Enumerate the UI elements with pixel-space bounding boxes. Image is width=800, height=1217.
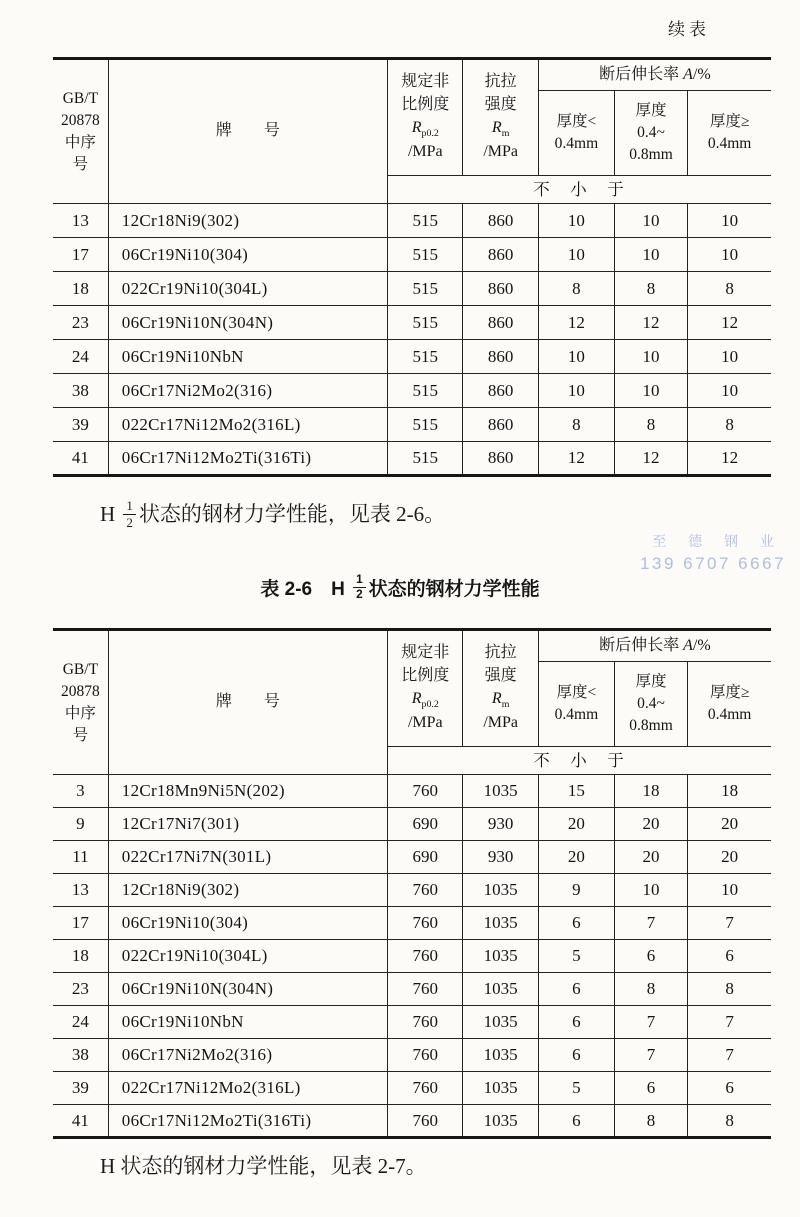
- elongation-unit: /%: [692, 65, 711, 83]
- table-row: [53, 1039, 771, 1072]
- header-rp-line: 规定非: [401, 644, 450, 662]
- value-cell: 860: [463, 238, 538, 272]
- value-cell: 930: [463, 808, 538, 841]
- value-cell: 515: [388, 272, 463, 306]
- table-row: [53, 238, 771, 272]
- grade-cell: 12Cr18Mn9Ni5N(202): [108, 775, 387, 808]
- value-cell: 10: [688, 340, 771, 374]
- value-cell: 760: [388, 874, 463, 907]
- value-cell: 6: [538, 907, 614, 940]
- serial-cell: 24: [53, 1006, 108, 1039]
- table-row: [53, 1006, 771, 1039]
- serial-cell: 23: [53, 973, 108, 1006]
- value-cell: 15: [538, 775, 614, 808]
- value-cell: 1035: [463, 1105, 538, 1138]
- value-cell: 20: [688, 841, 771, 874]
- header-rm-line: 抗拉: [484, 73, 517, 91]
- serial-cell: 11: [53, 841, 108, 874]
- serial-cell: 18: [53, 940, 108, 973]
- paragraph-table-2-6-ref: [100, 498, 445, 531]
- value-cell: 860: [463, 340, 538, 374]
- serial-cell: 13: [53, 204, 108, 238]
- value-cell: 760: [388, 1105, 463, 1138]
- value-cell: 760: [388, 973, 463, 1006]
- thickness-line: 厚度: [635, 102, 667, 119]
- grade-cell: 06Cr17Ni12Mo2Ti(316Ti): [108, 442, 387, 476]
- value-cell: 10: [538, 340, 614, 374]
- header-serial-line: GB/T: [62, 89, 99, 107]
- rm-symbol: $R_m$: [491, 118, 510, 139]
- value-cell: 6: [614, 940, 687, 973]
- value-cell: 20: [688, 808, 771, 841]
- value-cell: 515: [388, 204, 463, 238]
- value-cell: 6: [538, 973, 614, 1006]
- header-serial-line: 号: [72, 726, 89, 744]
- thickness-line: 0.4mm: [707, 706, 752, 723]
- thickness-line: 厚度<: [556, 684, 597, 701]
- header-rm-line: 抗拉: [484, 644, 517, 662]
- serial-cell: 39: [53, 1072, 108, 1105]
- thickness-line: 0.4~: [637, 695, 665, 712]
- value-cell: 690: [388, 841, 463, 874]
- grade-cell: 022Cr17Ni12Mo2(316L): [108, 1072, 387, 1105]
- para-lead: H: [100, 502, 121, 526]
- table-row: [53, 808, 771, 841]
- table-row: [53, 272, 771, 306]
- grade-cell: 06Cr17Ni2Mo2(316): [108, 1039, 387, 1072]
- value-cell: 515: [388, 306, 463, 340]
- header-thickness-lt-cell: [538, 91, 614, 176]
- serial-cell: 38: [53, 374, 108, 408]
- value-cell: 9: [538, 874, 614, 907]
- grade-cell: 022Cr17Ni12Mo2(316L): [108, 408, 387, 442]
- value-cell: 8: [688, 408, 771, 442]
- value-cell: 1035: [463, 940, 538, 973]
- value-cell: 7: [614, 907, 687, 940]
- value-cell: 18: [688, 775, 771, 808]
- header-rm-cell: [463, 59, 538, 176]
- rm-symbol: $R_m$: [491, 689, 510, 710]
- table-row: [53, 973, 771, 1006]
- grade-cell: 06Cr17Ni12Mo2Ti(316Ti): [108, 1105, 387, 1138]
- value-cell: 10: [688, 204, 771, 238]
- value-cell: 860: [463, 204, 538, 238]
- value-cell: 7: [614, 1039, 687, 1072]
- table-row: [53, 940, 771, 973]
- table-row: [53, 442, 771, 476]
- watermark-phone: 139 6707 6667: [640, 554, 786, 573]
- value-cell: 515: [388, 408, 463, 442]
- value-cell: 12: [614, 306, 687, 340]
- serial-cell: 18: [53, 272, 108, 306]
- table-header: [53, 630, 771, 775]
- value-cell: 18: [614, 775, 687, 808]
- grade-cell: 06Cr19Ni10(304): [108, 907, 387, 940]
- value-cell: 515: [388, 238, 463, 272]
- table-row: [53, 1072, 771, 1105]
- header-serial-cell: [53, 59, 108, 204]
- header-serial-line: 中序: [64, 133, 96, 151]
- value-cell: 8: [614, 1105, 687, 1138]
- value-cell: 10: [688, 374, 771, 408]
- value-cell: 8: [688, 272, 771, 306]
- grade-cell: 12Cr17Ni7(301): [108, 808, 387, 841]
- table-row: [53, 374, 771, 408]
- header-rp-line: 比例度: [401, 667, 450, 684]
- value-cell: 6: [688, 1072, 771, 1105]
- rp-symbol: $R_{p0.2}$: [411, 118, 439, 139]
- value-cell: 8: [688, 1105, 771, 1138]
- value-cell: 10: [614, 374, 687, 408]
- elongation-symbol: A: [683, 636, 693, 654]
- grade-cell: 06Cr19Ni10N(304N): [108, 973, 387, 1006]
- serial-cell: 24: [53, 340, 108, 374]
- header-serial-cell: [53, 630, 108, 775]
- value-cell: 7: [688, 1006, 771, 1039]
- value-cell: 20: [538, 841, 614, 874]
- value-cell: 10: [538, 204, 614, 238]
- value-cell: 5: [538, 1072, 614, 1105]
- serial-cell: 3: [53, 775, 108, 808]
- header-brand-cell: 牌 号: [108, 59, 387, 204]
- value-cell: 10: [614, 238, 687, 272]
- rp-symbol: $R_{p0.2}$: [411, 689, 439, 710]
- value-cell: 10: [614, 340, 687, 374]
- value-cell: 1035: [463, 775, 538, 808]
- header-rp-line: 规定非: [401, 73, 450, 91]
- header-elongation-cell: [538, 630, 771, 662]
- value-cell: 930: [463, 841, 538, 874]
- thickness-line: 0.4mm: [707, 135, 752, 152]
- value-cell: 760: [388, 1006, 463, 1039]
- table-row: [53, 340, 771, 374]
- thickness-line: 0.8mm: [629, 146, 673, 163]
- serial-cell: 41: [53, 442, 108, 476]
- value-cell: 860: [463, 408, 538, 442]
- value-cell: 1035: [463, 1039, 538, 1072]
- header-serial-line: 20878: [61, 682, 100, 700]
- value-cell: 860: [463, 442, 538, 476]
- header-min-row-cell: 不 小 于: [388, 176, 771, 204]
- value-cell: 760: [388, 1039, 463, 1072]
- value-cell: 8: [614, 973, 687, 1006]
- table-row: [53, 775, 771, 808]
- table-body: [53, 204, 771, 476]
- value-cell: 20: [614, 808, 687, 841]
- header-rp-line: 比例度: [401, 96, 450, 113]
- value-cell: 8: [538, 272, 614, 306]
- grade-cell: 022Cr19Ni10(304L): [108, 272, 387, 306]
- value-cell: 6: [688, 940, 771, 973]
- serial-cell: 17: [53, 907, 108, 940]
- elongation-label: 断后伸长率: [599, 65, 684, 83]
- value-cell: 10: [614, 204, 687, 238]
- thickness-line: 0.4mm: [554, 706, 599, 723]
- value-cell: 515: [388, 442, 463, 476]
- value-cell: 12: [538, 442, 614, 476]
- thickness-line: 0.4~: [637, 124, 665, 141]
- value-cell: 10: [688, 874, 771, 907]
- elongation-unit: /%: [692, 636, 711, 654]
- value-cell: 760: [388, 775, 463, 808]
- continued-mech-table: [53, 57, 771, 477]
- value-cell: 12: [688, 306, 771, 340]
- value-cell: 690: [388, 808, 463, 841]
- watermark-company: 至 德 钢 业: [652, 533, 783, 549]
- header-serial-line: 中序: [64, 704, 96, 722]
- value-cell: 12: [688, 442, 771, 476]
- header-serial-line: GB/T: [62, 660, 99, 678]
- value-cell: 10: [614, 874, 687, 907]
- thickness-line: 厚度<: [556, 113, 597, 130]
- value-cell: 12: [614, 442, 687, 476]
- table-row: [53, 1105, 771, 1138]
- value-cell: 6: [538, 1039, 614, 1072]
- table-row: [53, 874, 771, 907]
- value-cell: 6: [614, 1072, 687, 1105]
- serial-cell: 9: [53, 808, 108, 841]
- rm-unit: /MPa: [483, 142, 518, 160]
- grade-cell: 06Cr17Ni2Mo2(316): [108, 374, 387, 408]
- thickness-line: 0.8mm: [629, 717, 673, 734]
- serial-cell: 41: [53, 1105, 108, 1138]
- serial-cell: 13: [53, 874, 108, 907]
- value-cell: 7: [614, 1006, 687, 1039]
- grade-cell: 06Cr19Ni10N(304N): [108, 306, 387, 340]
- elongation-label: 断后伸长率: [599, 636, 684, 654]
- watermark: [640, 531, 786, 574]
- grade-cell: 022Cr19Ni10(304L): [108, 940, 387, 973]
- value-cell: 10: [538, 238, 614, 272]
- serial-cell: 39: [53, 408, 108, 442]
- header-thickness-mid-cell: [614, 662, 687, 747]
- header-serial-line: 号: [72, 155, 89, 173]
- grade-cell: 022Cr17Ni7N(301L): [108, 841, 387, 874]
- table-row: [53, 306, 771, 340]
- paragraph-table-2-7-ref: H 状态的钢材力学性能，见表 2-7。: [100, 1154, 427, 1178]
- header-thickness-mid-cell: [614, 91, 687, 176]
- header-serial-line: 20878: [61, 111, 100, 129]
- value-cell: 20: [538, 808, 614, 841]
- fraction-one-half: $\frac{1}{2}$: [353, 574, 366, 602]
- header-thickness-ge-cell: [688, 91, 771, 176]
- value-cell: 8: [614, 272, 687, 306]
- table-header: [53, 59, 771, 204]
- value-cell: 1035: [463, 973, 538, 1006]
- value-cell: 7: [688, 907, 771, 940]
- rp-unit: /MPa: [407, 142, 443, 160]
- table-row: [53, 841, 771, 874]
- thickness-line: 厚度≥: [709, 684, 750, 701]
- value-cell: 1035: [463, 874, 538, 907]
- grade-cell: 06Cr19Ni10(304): [108, 238, 387, 272]
- continued-table-label: 续表: [668, 20, 710, 39]
- serial-cell: 38: [53, 1039, 108, 1072]
- grade-cell: 06Cr19Ni10NbN: [108, 340, 387, 374]
- value-cell: 515: [388, 340, 463, 374]
- serial-cell: 23: [53, 306, 108, 340]
- header-thickness-ge-cell: [688, 662, 771, 747]
- fraction-one-half: $\frac{1}{2}$: [123, 499, 136, 529]
- table-body: [53, 775, 771, 1138]
- table-row: [53, 204, 771, 238]
- value-cell: 1035: [463, 1006, 538, 1039]
- value-cell: 10: [538, 374, 614, 408]
- header-brand-cell: 牌 号: [108, 630, 387, 775]
- elongation-symbol: A: [683, 65, 693, 83]
- header-rp-cell: [388, 59, 463, 176]
- grade-cell: 06Cr19Ni10NbN: [108, 1006, 387, 1039]
- thickness-line: 厚度: [635, 673, 667, 690]
- value-cell: 8: [614, 408, 687, 442]
- rp-unit: /MPa: [407, 713, 443, 731]
- para-rest: 状态的钢材力学性能，见表 2-6。: [138, 502, 446, 526]
- caption-rest: 状态的钢材力学性能: [368, 579, 540, 600]
- table-2-6-caption: [0, 574, 800, 604]
- value-cell: 1035: [463, 1072, 538, 1105]
- value-cell: 6: [538, 1006, 614, 1039]
- value-cell: 860: [463, 374, 538, 408]
- value-cell: 760: [388, 1072, 463, 1105]
- value-cell: 10: [688, 238, 771, 272]
- value-cell: 8: [538, 408, 614, 442]
- value-cell: 8: [688, 973, 771, 1006]
- table-2-6: [53, 628, 771, 1139]
- grade-cell: 12Cr18Ni9(302): [108, 204, 387, 238]
- table-row: [53, 408, 771, 442]
- value-cell: 5: [538, 940, 614, 973]
- header-rp-cell: [388, 630, 463, 747]
- value-cell: 860: [463, 272, 538, 306]
- value-cell: 760: [388, 940, 463, 973]
- value-cell: 6: [538, 1105, 614, 1138]
- value-cell: 20: [614, 841, 687, 874]
- header-min-row-cell: 不 小 于: [388, 747, 771, 775]
- header-rm-cell: [463, 630, 538, 747]
- value-cell: 515: [388, 374, 463, 408]
- header-thickness-lt-cell: [538, 662, 614, 747]
- value-cell: 1035: [463, 907, 538, 940]
- header-rm-line: 强度: [484, 667, 517, 684]
- header-rm-line: 强度: [484, 96, 517, 113]
- value-cell: 12: [538, 306, 614, 340]
- table-row: [53, 907, 771, 940]
- value-cell: 7: [688, 1039, 771, 1072]
- value-cell: 760: [388, 907, 463, 940]
- rm-unit: /MPa: [483, 713, 518, 731]
- thickness-line: 0.4mm: [554, 135, 599, 152]
- header-elongation-cell: [538, 59, 771, 91]
- value-cell: 860: [463, 306, 538, 340]
- serial-cell: 17: [53, 238, 108, 272]
- caption-lead: 表 2-6 H: [260, 579, 351, 600]
- thickness-line: 厚度≥: [709, 113, 750, 130]
- grade-cell: 12Cr18Ni9(302): [108, 874, 387, 907]
